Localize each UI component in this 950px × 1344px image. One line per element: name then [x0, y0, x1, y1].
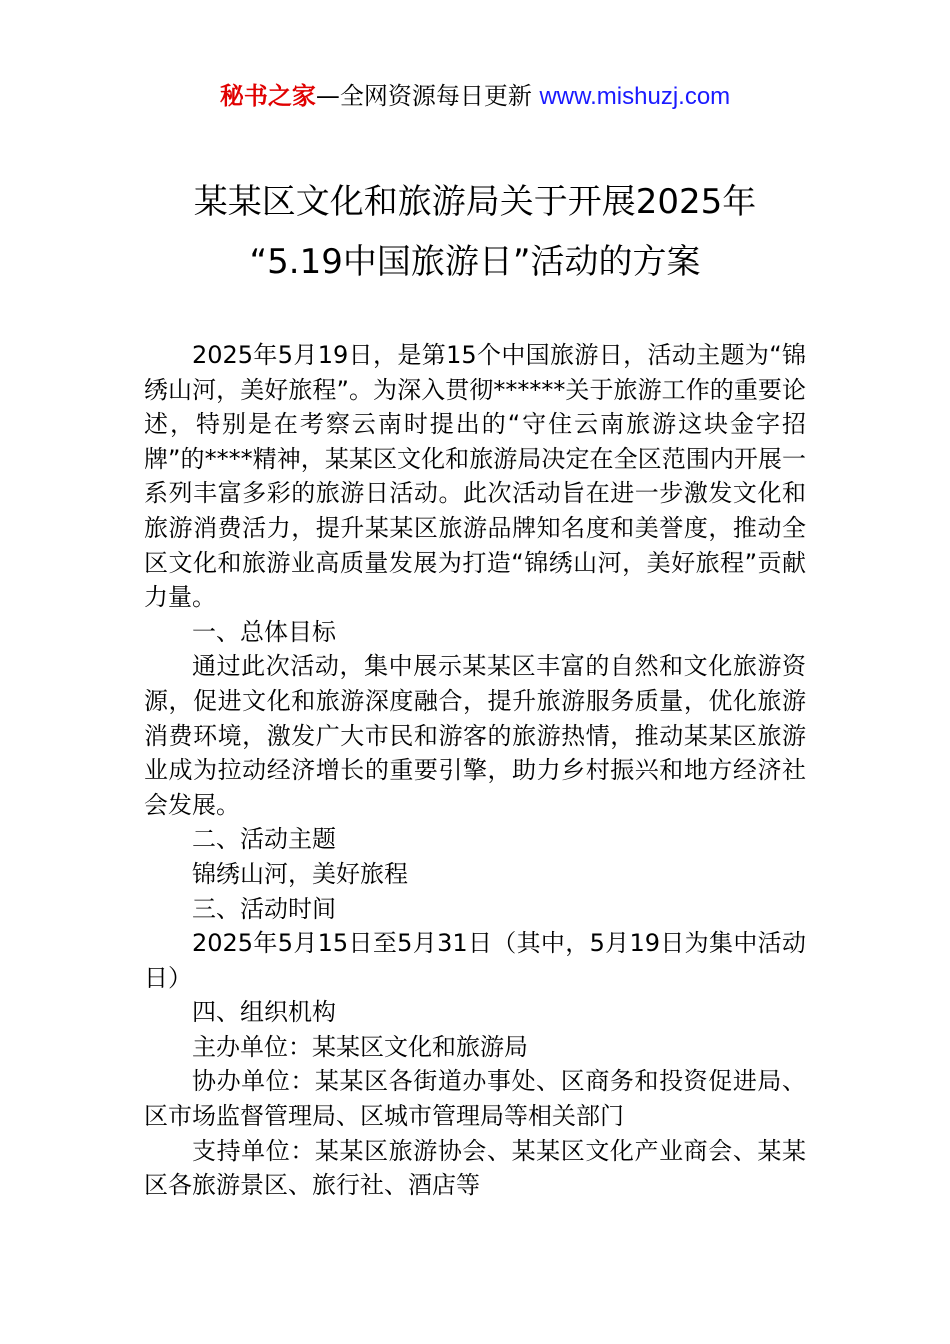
section-heading-time: 三、活动时间: [192, 894, 336, 923]
title-line-2: “5.19中国旅游日”活动的方案: [249, 242, 701, 282]
supporter-paragraph: 支持单位：某某区旅游协会、某某区文化产业商会、某某区各旅游景区、旅行社、酒店等: [144, 1136, 806, 1200]
time-paragraph: 2025年5月15日至5月31日（其中，5月19日为集中活动日）: [144, 929, 806, 992]
section-heading-organization: 四、组织机构: [192, 998, 336, 1027]
header-tagline: —全网资源每日更新: [315, 82, 540, 110]
site-header: [0, 80, 950, 113]
intro-paragraph: 2025年5月19日，是第15个中国旅游日，活动主题为“锦绣山河，美好旅程”。为深入贯彻******关于旅游工作的重要论述，特别是在考察云南时提出的“守住云南旅游这块金字招牌”的****精神，某某区文化和旅游局决定在全区范围内开展一系列丰富多彩的旅游日活动。此次活动旨在进一步激发文化和旅游消费活力，提升某某区旅游品牌知名度和美誉度，推动全区文化和旅游业高质量发展为打造“锦绣山河，美好旅程”贡献力量。: [144, 341, 806, 612]
site-url-link[interactable]: www.mishuzj.com: [539, 83, 731, 110]
document-body: [144, 338, 806, 1203]
organizer-paragraph: 主办单位：某某区文化和旅游局: [192, 1032, 528, 1061]
title-line-1: 某某区文化和旅游局关于开展2025年: [193, 182, 757, 222]
co-organizer-paragraph: 协办单位：某某区各街道办事处、区商务和投资促进局、区市场监督管理局、区城市管理局等相关部门: [144, 1067, 806, 1131]
theme-paragraph: 锦绣山河，美好旅程: [192, 859, 408, 888]
goals-paragraph: 通过此次活动，集中展示某某区丰富的自然和文化旅游资源，促进文化和旅游深度融合，提升旅游服务质量，优化旅游消费环境，激发广大市民和游客的旅游热情，推动某某区旅游业成为拉动经济增长的重要引擎，助力乡村振兴和地方经济社会发展。: [144, 652, 806, 819]
document-title: [100, 172, 850, 292]
section-heading-theme: 二、活动主题: [192, 825, 336, 854]
section-heading-goals: 一、总体目标: [192, 617, 336, 646]
brand-name: 秘书之家: [219, 82, 316, 110]
